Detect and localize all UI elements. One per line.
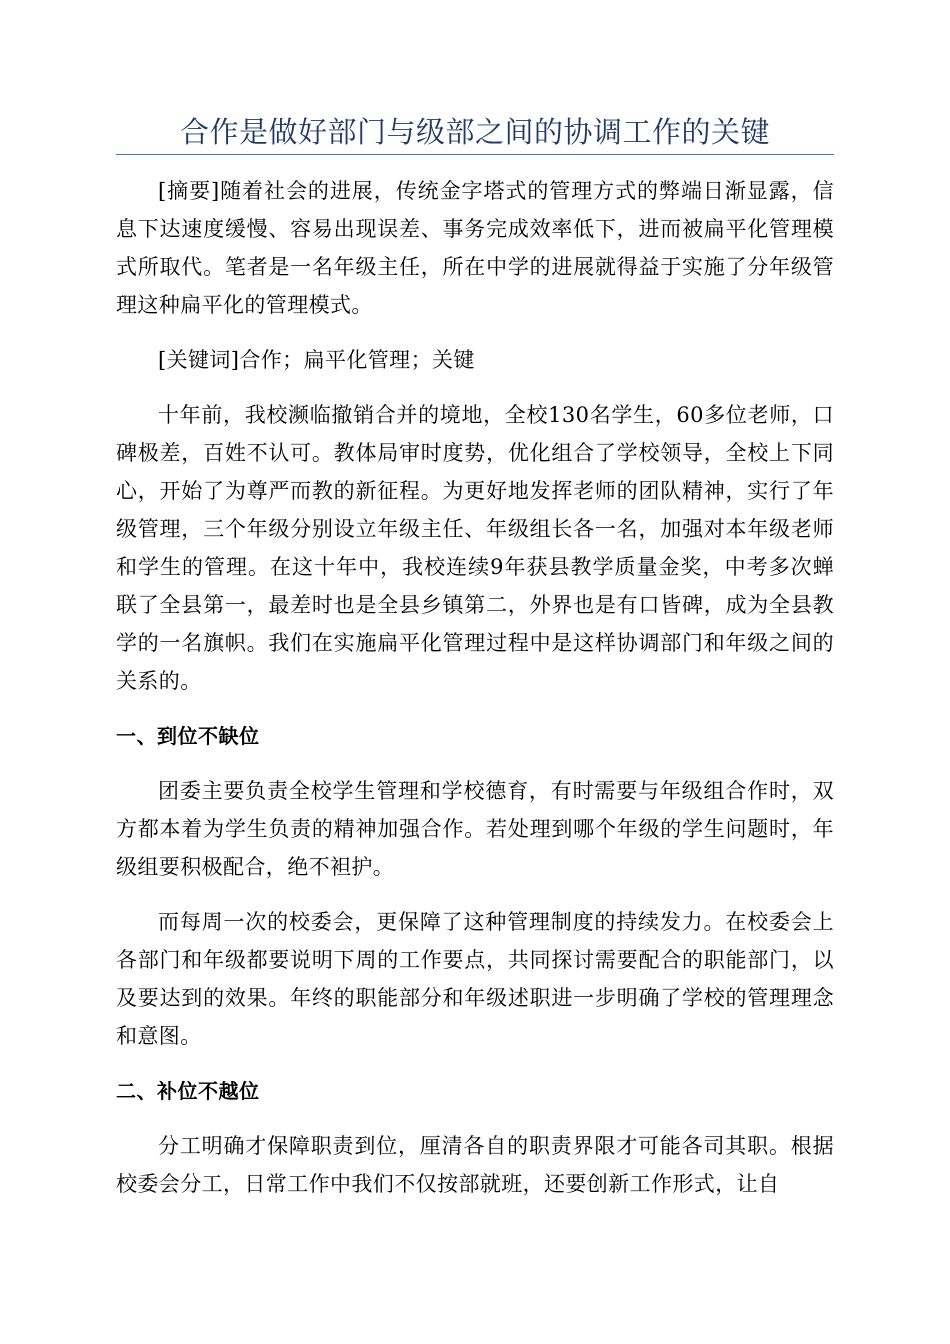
section-1-heading: 一、到位不缺位 (116, 724, 260, 748)
document-body (116, 172, 834, 1220)
section-2-heading: 二、补位不越位 (116, 1079, 260, 1103)
document-title: 合作是做好部门与级部之间的协调工作的关键 (179, 115, 770, 149)
section-2-paragraph-1: 分工明确才保障职责到位，厘清各自的职责界限才可能各司其职。根据校委会分工，日常工作中我们不仅按部就班，还要创新工作形式，让自 (116, 1134, 834, 1196)
keywords-paragraph: [关键词]合作；扁平化管理；关键 (158, 348, 475, 372)
section-1-paragraph-2: 而每周一次的校委会，更保障了这种管理制度的持续发力。在校委会上各部门和年级都要说明下周的工作要点，共同探讨需要配合的职能部门，以及要达到的效果。年终的职能部分和年级述职进一步明确了学校的管理理念和意图。 (116, 910, 834, 1048)
section-1-paragraph-1: 团委主要负责全校学生管理和学校德育，有时需要与年级组合作时，双方都本着为学生负责的精神加强合作。若处理到哪个年级的学生问题时，年级组要积极配合，绝不袒护。 (116, 779, 834, 879)
title-underline (116, 154, 834, 155)
abstract-paragraph: [摘要]随着社会的进展，传统金字塔式的管理方式的弊端日渐显露，信息下达速度缓慢、容易出现误差、事务完成效率低下，进而被扁平化管理模式所取代。笔者是一名年级主任，所在中学的进展就得益于实施了分年级管理这种扁平化的管理模式。 (116, 179, 834, 317)
intro-paragraph: 十年前，我校濒临撤销合并的境地，全校130名学生，60多位老师，口碑极差，百姓不认可。教体局审时度势，优化组合了学校领导，全校上下同心，开始了为尊严而教的新征程。为更好地发挥老师的团队精神，实行了年级管理，三个年级分别设立年级主任、年级组长各一名，加强对本年级老师和学生的管理。在这十年中，我校连续9年获县教学质量金奖，中考多次蝉联了全县第一，最差时也是全县乡镇第二，外界也是有口皆碑，成为全县教学的一名旗帜。我们在实施扁平化管理过程中是这样协调部门和年级之间的关系的。 (116, 403, 834, 693)
